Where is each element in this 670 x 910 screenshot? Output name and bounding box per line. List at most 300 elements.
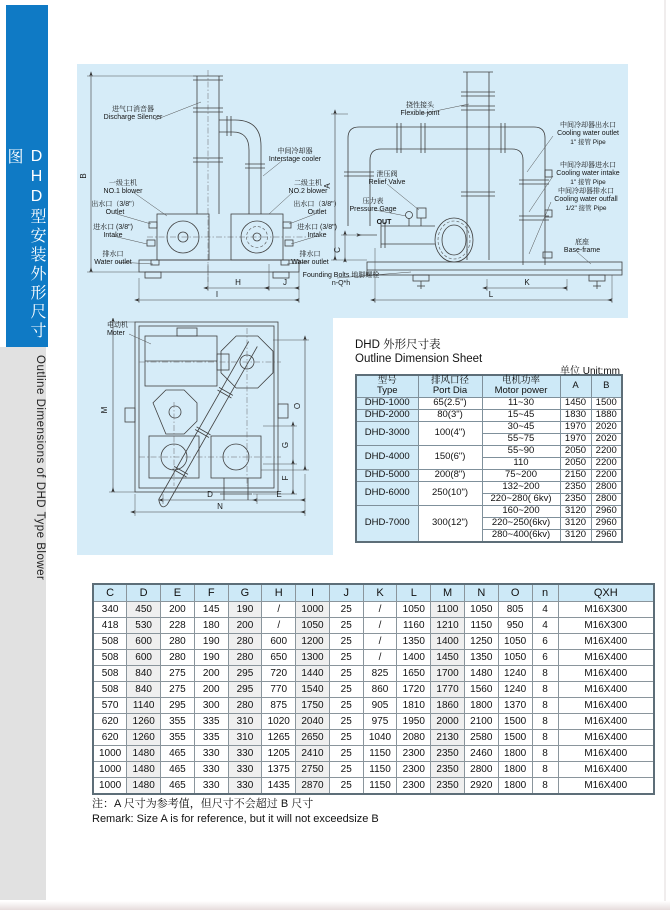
dim-c: C <box>333 247 342 253</box>
table-cell: / <box>363 650 397 666</box>
table-cell: 3120 <box>560 505 591 517</box>
column-header-j: J <box>329 584 363 602</box>
table-row <box>93 666 654 682</box>
table-cell: 1205 <box>262 746 296 762</box>
table-cell: 1400 <box>431 634 465 650</box>
table-cell: 280 <box>161 650 195 666</box>
table-cell: 1240 <box>498 666 532 682</box>
table-cell: DHD-6000 <box>356 481 418 505</box>
table-cell: / <box>363 634 397 650</box>
table-cell: M16X400 <box>558 746 654 762</box>
table-cell: 1150 <box>363 762 397 778</box>
table-cell: 25 <box>329 618 363 634</box>
table-cell: DHD-5000 <box>356 469 418 481</box>
table-cell: 1970 <box>560 433 591 445</box>
table-cell: 310 <box>228 730 262 746</box>
table-cell: / <box>363 618 397 634</box>
column-header-qxh: QXH <box>558 584 654 602</box>
table-cell: 1160 <box>397 618 431 634</box>
table-cell: 65(2.5") <box>418 397 482 409</box>
column-header-m: M <box>431 584 465 602</box>
table-row <box>93 650 654 666</box>
table-row <box>93 714 654 730</box>
table-cell: 8 <box>532 730 558 746</box>
table-cell: 2410 <box>296 746 330 762</box>
page-bottom-edge <box>0 901 670 910</box>
table-row <box>356 505 622 517</box>
dim-j: J <box>283 278 287 287</box>
table-cell: 1150 <box>363 746 397 762</box>
table-row <box>93 746 654 762</box>
table-cell: 55~75 <box>482 433 560 445</box>
table-cell: 25 <box>329 650 363 666</box>
table-cell: M16X400 <box>558 730 654 746</box>
table-cell: 600 <box>127 650 161 666</box>
table-cell: 4 <box>532 618 558 634</box>
table-cell: 1000 <box>93 762 127 778</box>
table-cell: 1050 <box>296 618 330 634</box>
dim-e: E <box>276 490 282 499</box>
table-cell: 2650 <box>296 730 330 746</box>
table-cell: 2350 <box>431 762 465 778</box>
table-cell: 280 <box>228 698 262 714</box>
table-cell: 220~250(6kv) <box>482 517 560 529</box>
table-cell: DHD-4000 <box>356 445 418 469</box>
table-cell: 4 <box>532 602 558 618</box>
table-cell: 1240 <box>498 682 532 698</box>
dim-f: F <box>281 475 290 481</box>
table-cell: DHD-7000 <box>356 505 418 542</box>
table-cell: 1800 <box>498 746 532 762</box>
table-cell: 180 <box>194 618 228 634</box>
table-cell: 2960 <box>591 517 622 529</box>
table-cell: 25 <box>329 746 363 762</box>
table-cell: 570 <box>93 698 127 714</box>
table-cell: 220~280( 6kv) <box>482 493 560 505</box>
table-cell: 1830 <box>560 409 591 421</box>
table-cell: 190 <box>194 634 228 650</box>
table-cell: 3120 <box>560 517 591 529</box>
table-cell: 2350 <box>431 778 465 795</box>
table-cell: 1200 <box>296 634 330 650</box>
table-cell: 55~90 <box>482 445 560 457</box>
table-header-row <box>93 584 654 602</box>
table-row <box>93 762 654 778</box>
table-cell: 75~200 <box>482 469 560 481</box>
table-cell: 2300 <box>397 762 431 778</box>
table-cell: 8 <box>532 762 558 778</box>
table-cell: 110 <box>482 457 560 469</box>
table-cell: 2350 <box>560 481 591 493</box>
table-cell: DHD-3000 <box>356 421 418 445</box>
table-cell: M16X400 <box>558 634 654 650</box>
table-cell: 330 <box>228 762 262 778</box>
table-cell: 508 <box>93 650 127 666</box>
remark-en: Remark: Size A is for reference, but it will not exceedsize B <box>92 812 379 825</box>
table-cell: 600 <box>127 634 161 650</box>
dim-m: M <box>100 406 109 414</box>
label-pressure-gage: 压力表 Pressure Gage <box>349 198 397 214</box>
dim-g: G <box>281 441 290 449</box>
table-cell: 2300 <box>397 746 431 762</box>
table-cell: 2050 <box>560 445 591 457</box>
table-cell: 2960 <box>591 529 622 542</box>
column-header-b: B <box>591 375 622 397</box>
table-cell: 2000 <box>431 714 465 730</box>
dim-k: K <box>524 278 530 287</box>
table-cell: 330 <box>194 746 228 762</box>
table-cell: 1265 <box>262 730 296 746</box>
table-cell: 465 <box>161 778 195 795</box>
table-cell: 1500 <box>591 397 622 409</box>
table-cell: 2960 <box>591 505 622 517</box>
table-row <box>93 618 654 634</box>
table-cell: 1250 <box>464 634 498 650</box>
table-cell: 1260 <box>127 714 161 730</box>
table-row <box>93 602 654 618</box>
table-row <box>356 445 622 457</box>
table-row <box>356 397 622 409</box>
table-cell: 2050 <box>560 457 591 469</box>
table-cell: 1500 <box>498 730 532 746</box>
table-cell: 1800 <box>498 778 532 795</box>
table-cell: M16X400 <box>558 698 654 714</box>
table-cell: 2870 <box>296 778 330 795</box>
model-dimension-table <box>355 374 623 543</box>
table-row <box>356 481 622 493</box>
table-cell: 1810 <box>397 698 431 714</box>
table-cell: 8 <box>532 746 558 762</box>
table-cell: M16X300 <box>558 618 654 634</box>
table-cell: 330 <box>228 746 262 762</box>
table-cell: 335 <box>194 730 228 746</box>
table-cell: 2130 <box>431 730 465 746</box>
table-cell: 1350 <box>397 634 431 650</box>
label-cooling-water-outlet: 中间冷却器出水口 Cooling water outlet 1" 接管 Pipe <box>557 122 619 146</box>
table-cell: 1950 <box>397 714 431 730</box>
table-cell: 80(3") <box>418 409 482 421</box>
table-cell: 2300 <box>397 778 431 795</box>
table-cell: 300 <box>194 698 228 714</box>
table-cell: 840 <box>127 666 161 682</box>
table-cell: 330 <box>194 762 228 778</box>
label-out: OUT <box>376 219 392 226</box>
table-cell: 1750 <box>296 698 330 714</box>
table-cell: 825 <box>363 666 397 682</box>
table-cell: 508 <box>93 682 127 698</box>
table-cell: 25 <box>329 762 363 778</box>
dim-n: N <box>217 502 223 511</box>
table-cell: 3120 <box>560 529 591 542</box>
table-cell: 1560 <box>464 682 498 698</box>
label-outlet-left: 出水口（3/8"） Outlet <box>91 201 139 217</box>
table-cell: 8 <box>532 682 558 698</box>
column-header-a: A <box>560 375 591 397</box>
label-cooling-water-outfall: 中间冷却器排水口 Cooling water outfall 1/2" 接管 Pipe <box>554 188 618 212</box>
table-cell: 2200 <box>591 469 622 481</box>
table-cell: 25 <box>329 666 363 682</box>
table-cell: 2200 <box>591 445 622 457</box>
dim-a: A <box>323 183 332 189</box>
table-cell: DHD-1000 <box>356 397 418 409</box>
label-no1-blower: 一级主机 NO.1 blower <box>103 180 143 196</box>
column-header-type: 型号 Type <box>356 375 418 397</box>
table-cell: 1140 <box>127 698 161 714</box>
table-cell: 2580 <box>464 730 498 746</box>
table-cell: 418 <box>93 618 127 634</box>
page-subtitle: Outline Dimensions of DHD Type Blower <box>34 355 46 581</box>
table-cell: 465 <box>161 762 195 778</box>
column-header-i: I <box>296 584 330 602</box>
table-row <box>93 634 654 650</box>
table-cell: 450 <box>127 602 161 618</box>
table-cell: 25 <box>329 634 363 650</box>
table-cell: 860 <box>363 682 397 698</box>
table-cell: 2350 <box>431 746 465 762</box>
installation-dimension-table <box>92 583 655 795</box>
table-cell: 1050 <box>464 602 498 618</box>
table-cell: 2750 <box>296 762 330 778</box>
table-cell: 2100 <box>464 714 498 730</box>
table-cell: 280 <box>228 650 262 666</box>
column-header-l: L <box>397 584 431 602</box>
table-cell: 228 <box>161 618 195 634</box>
table-cell: / <box>262 602 296 618</box>
table-cell: 6 <box>532 634 558 650</box>
table-cell: 465 <box>161 746 195 762</box>
table-cell: 275 <box>161 666 195 682</box>
table-cell: 620 <box>93 730 127 746</box>
table-cell: 1500 <box>498 714 532 730</box>
page-right-edge <box>664 0 666 910</box>
table-cell: 1000 <box>296 602 330 618</box>
label-motor: 电动机 Moter <box>107 322 128 338</box>
dim-i: I <box>215 290 219 299</box>
table-cell: 650 <box>262 650 296 666</box>
table-cell: 1440 <box>296 666 330 682</box>
table-cell: 250(10") <box>418 481 482 505</box>
table-cell: 1540 <box>296 682 330 698</box>
dim-h: H <box>235 278 241 287</box>
table-cell: 2020 <box>591 421 622 433</box>
table-cell: 295 <box>228 682 262 698</box>
table-cell: 1400 <box>397 650 431 666</box>
table-cell: 1480 <box>127 746 161 762</box>
table-cell: 2460 <box>464 746 498 762</box>
table-cell: 1020 <box>262 714 296 730</box>
table-cell: 1210 <box>431 618 465 634</box>
table-cell: 1435 <box>262 778 296 795</box>
label-intake-left: 进水口 (3/8") Intake <box>93 224 133 240</box>
column-header-h: H <box>262 584 296 602</box>
table-cell: 2800 <box>464 762 498 778</box>
table-cell: 805 <box>498 602 532 618</box>
table-cell: 310 <box>228 714 262 730</box>
table-cell: 1450 <box>560 397 591 409</box>
table-cell: M16X400 <box>558 762 654 778</box>
column-header-o: O <box>498 584 532 602</box>
table-cell: M16X400 <box>558 650 654 666</box>
column-header-n: N <box>464 584 498 602</box>
table-cell: 340 <box>93 602 127 618</box>
table-cell: 200 <box>194 666 228 682</box>
table-cell: 1300 <box>296 650 330 666</box>
table-cell: M16X400 <box>558 666 654 682</box>
table-cell: 2080 <box>397 730 431 746</box>
table-row <box>356 421 622 433</box>
table-cell: 720 <box>262 666 296 682</box>
table-cell: 300(12") <box>418 505 482 542</box>
table-cell: 508 <box>93 634 127 650</box>
table-cell: 355 <box>161 714 195 730</box>
table-cell: 1970 <box>560 421 591 433</box>
table-cell: 190 <box>228 602 262 618</box>
table-cell: 25 <box>329 698 363 714</box>
table-row <box>93 730 654 746</box>
label-base-frame: 底座 Base-frame <box>563 239 601 255</box>
dim-d: D <box>207 490 213 499</box>
table-cell: 1000 <box>93 746 127 762</box>
table-cell: 1700 <box>431 666 465 682</box>
column-header-motor-power: 电机功率 Motor power <box>482 375 560 397</box>
table-cell: 2350 <box>560 493 591 505</box>
table-row <box>93 778 654 795</box>
table-cell: 1100 <box>431 602 465 618</box>
plan-view-panel <box>77 318 333 555</box>
table-cell: M16X400 <box>558 714 654 730</box>
table-cell: 280 <box>228 634 262 650</box>
table-cell: 200 <box>228 618 262 634</box>
table-cell: / <box>262 618 296 634</box>
table-cell: 1720 <box>397 682 431 698</box>
table-header-row <box>356 375 622 397</box>
table-cell: 1480 <box>127 762 161 778</box>
table-cell: 1480 <box>464 666 498 682</box>
table-cell: 875 <box>262 698 296 714</box>
column-header-n-count: n <box>532 584 558 602</box>
table-cell: 1050 <box>498 650 532 666</box>
table-cell: 6 <box>532 650 558 666</box>
table-cell: 1370 <box>498 698 532 714</box>
column-header-e: E <box>161 584 195 602</box>
table-cell: 950 <box>498 618 532 634</box>
table-cell: 15~45 <box>482 409 560 421</box>
table-cell: 905 <box>363 698 397 714</box>
table-row <box>356 409 622 421</box>
table-cell: 200 <box>194 682 228 698</box>
sheet-unit: 单位 Unit:mm <box>560 366 620 377</box>
label-interstage-cooler: 中间冷却器 Interstage cooler <box>268 148 322 164</box>
table-cell: 840 <box>127 682 161 698</box>
remark-cn: 注：A 尺寸为参考值，但尺寸不会超过 B 尺寸 <box>92 798 314 810</box>
sidebar-title-band <box>6 5 48 347</box>
dim-b: B <box>79 173 88 179</box>
table-cell: 335 <box>194 714 228 730</box>
table-cell: 25 <box>329 714 363 730</box>
table-cell: 200 <box>161 602 195 618</box>
table-cell: / <box>363 602 397 618</box>
table-cell: 1770 <box>431 682 465 698</box>
table-cell: 11~30 <box>482 397 560 409</box>
remark <box>92 797 379 827</box>
table-cell: 280~400(6kv) <box>482 529 560 542</box>
table-cell: 1150 <box>464 618 498 634</box>
label-water-outlet-left: 排水口 Water outlet <box>94 251 132 267</box>
table-cell: 30~45 <box>482 421 560 433</box>
table-cell: 1050 <box>397 602 431 618</box>
outline-dimension-sheet <box>355 336 622 543</box>
dim-l: L <box>488 290 494 299</box>
table-cell: M16X400 <box>558 778 654 795</box>
table-cell: M16X400 <box>558 682 654 698</box>
table-cell: 2800 <box>591 481 622 493</box>
table-cell: 8 <box>532 714 558 730</box>
table-cell: 1800 <box>498 762 532 778</box>
table-cell: 160~200 <box>482 505 560 517</box>
column-header-d: D <box>127 584 161 602</box>
table-cell: DHD-2000 <box>356 409 418 421</box>
table-cell: 1650 <box>397 666 431 682</box>
label-relief-valve: 泄压阀 Relief Valve <box>368 171 406 187</box>
table-cell: 25 <box>329 682 363 698</box>
table-cell: 2200 <box>591 457 622 469</box>
table-cell: 2020 <box>591 433 622 445</box>
table-cell: 1260 <box>127 730 161 746</box>
table-cell: 295 <box>161 698 195 714</box>
table-cell: 8 <box>532 666 558 682</box>
table-cell: 150(6") <box>418 445 482 469</box>
column-header-c: C <box>93 584 127 602</box>
table-cell: 508 <box>93 666 127 682</box>
table-cell: 620 <box>93 714 127 730</box>
table-cell: 1350 <box>464 650 498 666</box>
table-cell: 355 <box>161 730 195 746</box>
table-cell: 2040 <box>296 714 330 730</box>
table-cell: 1050 <box>498 634 532 650</box>
table-cell: 2800 <box>591 493 622 505</box>
table-cell: 275 <box>161 682 195 698</box>
table-cell: 2920 <box>464 778 498 795</box>
table-cell: 25 <box>329 602 363 618</box>
column-header-k: K <box>363 584 397 602</box>
table-cell: 1860 <box>431 698 465 714</box>
table-cell: 145 <box>194 602 228 618</box>
page-title: DHD型安装外形尺寸图 <box>5 148 45 341</box>
table-cell: 2150 <box>560 469 591 481</box>
table-cell: 200(8") <box>418 469 482 481</box>
blower-plan-view-drawing <box>77 318 333 555</box>
table-cell: 100(4") <box>418 421 482 445</box>
sheet-title-cn: DHD 外形尺寸表 <box>355 339 441 351</box>
sidebar-subtitle-band <box>0 347 46 900</box>
label-flexible-joint: 挠性接头 Flexible joint <box>400 102 440 118</box>
label-outlet-right: 出水口（3/8"） Outlet <box>293 201 341 217</box>
table-cell: 1000 <box>93 778 127 795</box>
dim-o: O <box>293 402 302 410</box>
column-header-g: G <box>228 584 262 602</box>
table-row <box>356 469 622 481</box>
table-cell: 8 <box>532 698 558 714</box>
table-cell: 330 <box>228 778 262 795</box>
table-row <box>93 698 654 714</box>
table-cell: 280 <box>161 634 195 650</box>
table-cell: 190 <box>194 650 228 666</box>
table-cell: 530 <box>127 618 161 634</box>
table-cell: 25 <box>329 778 363 795</box>
table-cell: 975 <box>363 714 397 730</box>
table-cell: 1150 <box>363 778 397 795</box>
label-no2-blower: 二级主机 NO.2 blower <box>288 180 328 196</box>
